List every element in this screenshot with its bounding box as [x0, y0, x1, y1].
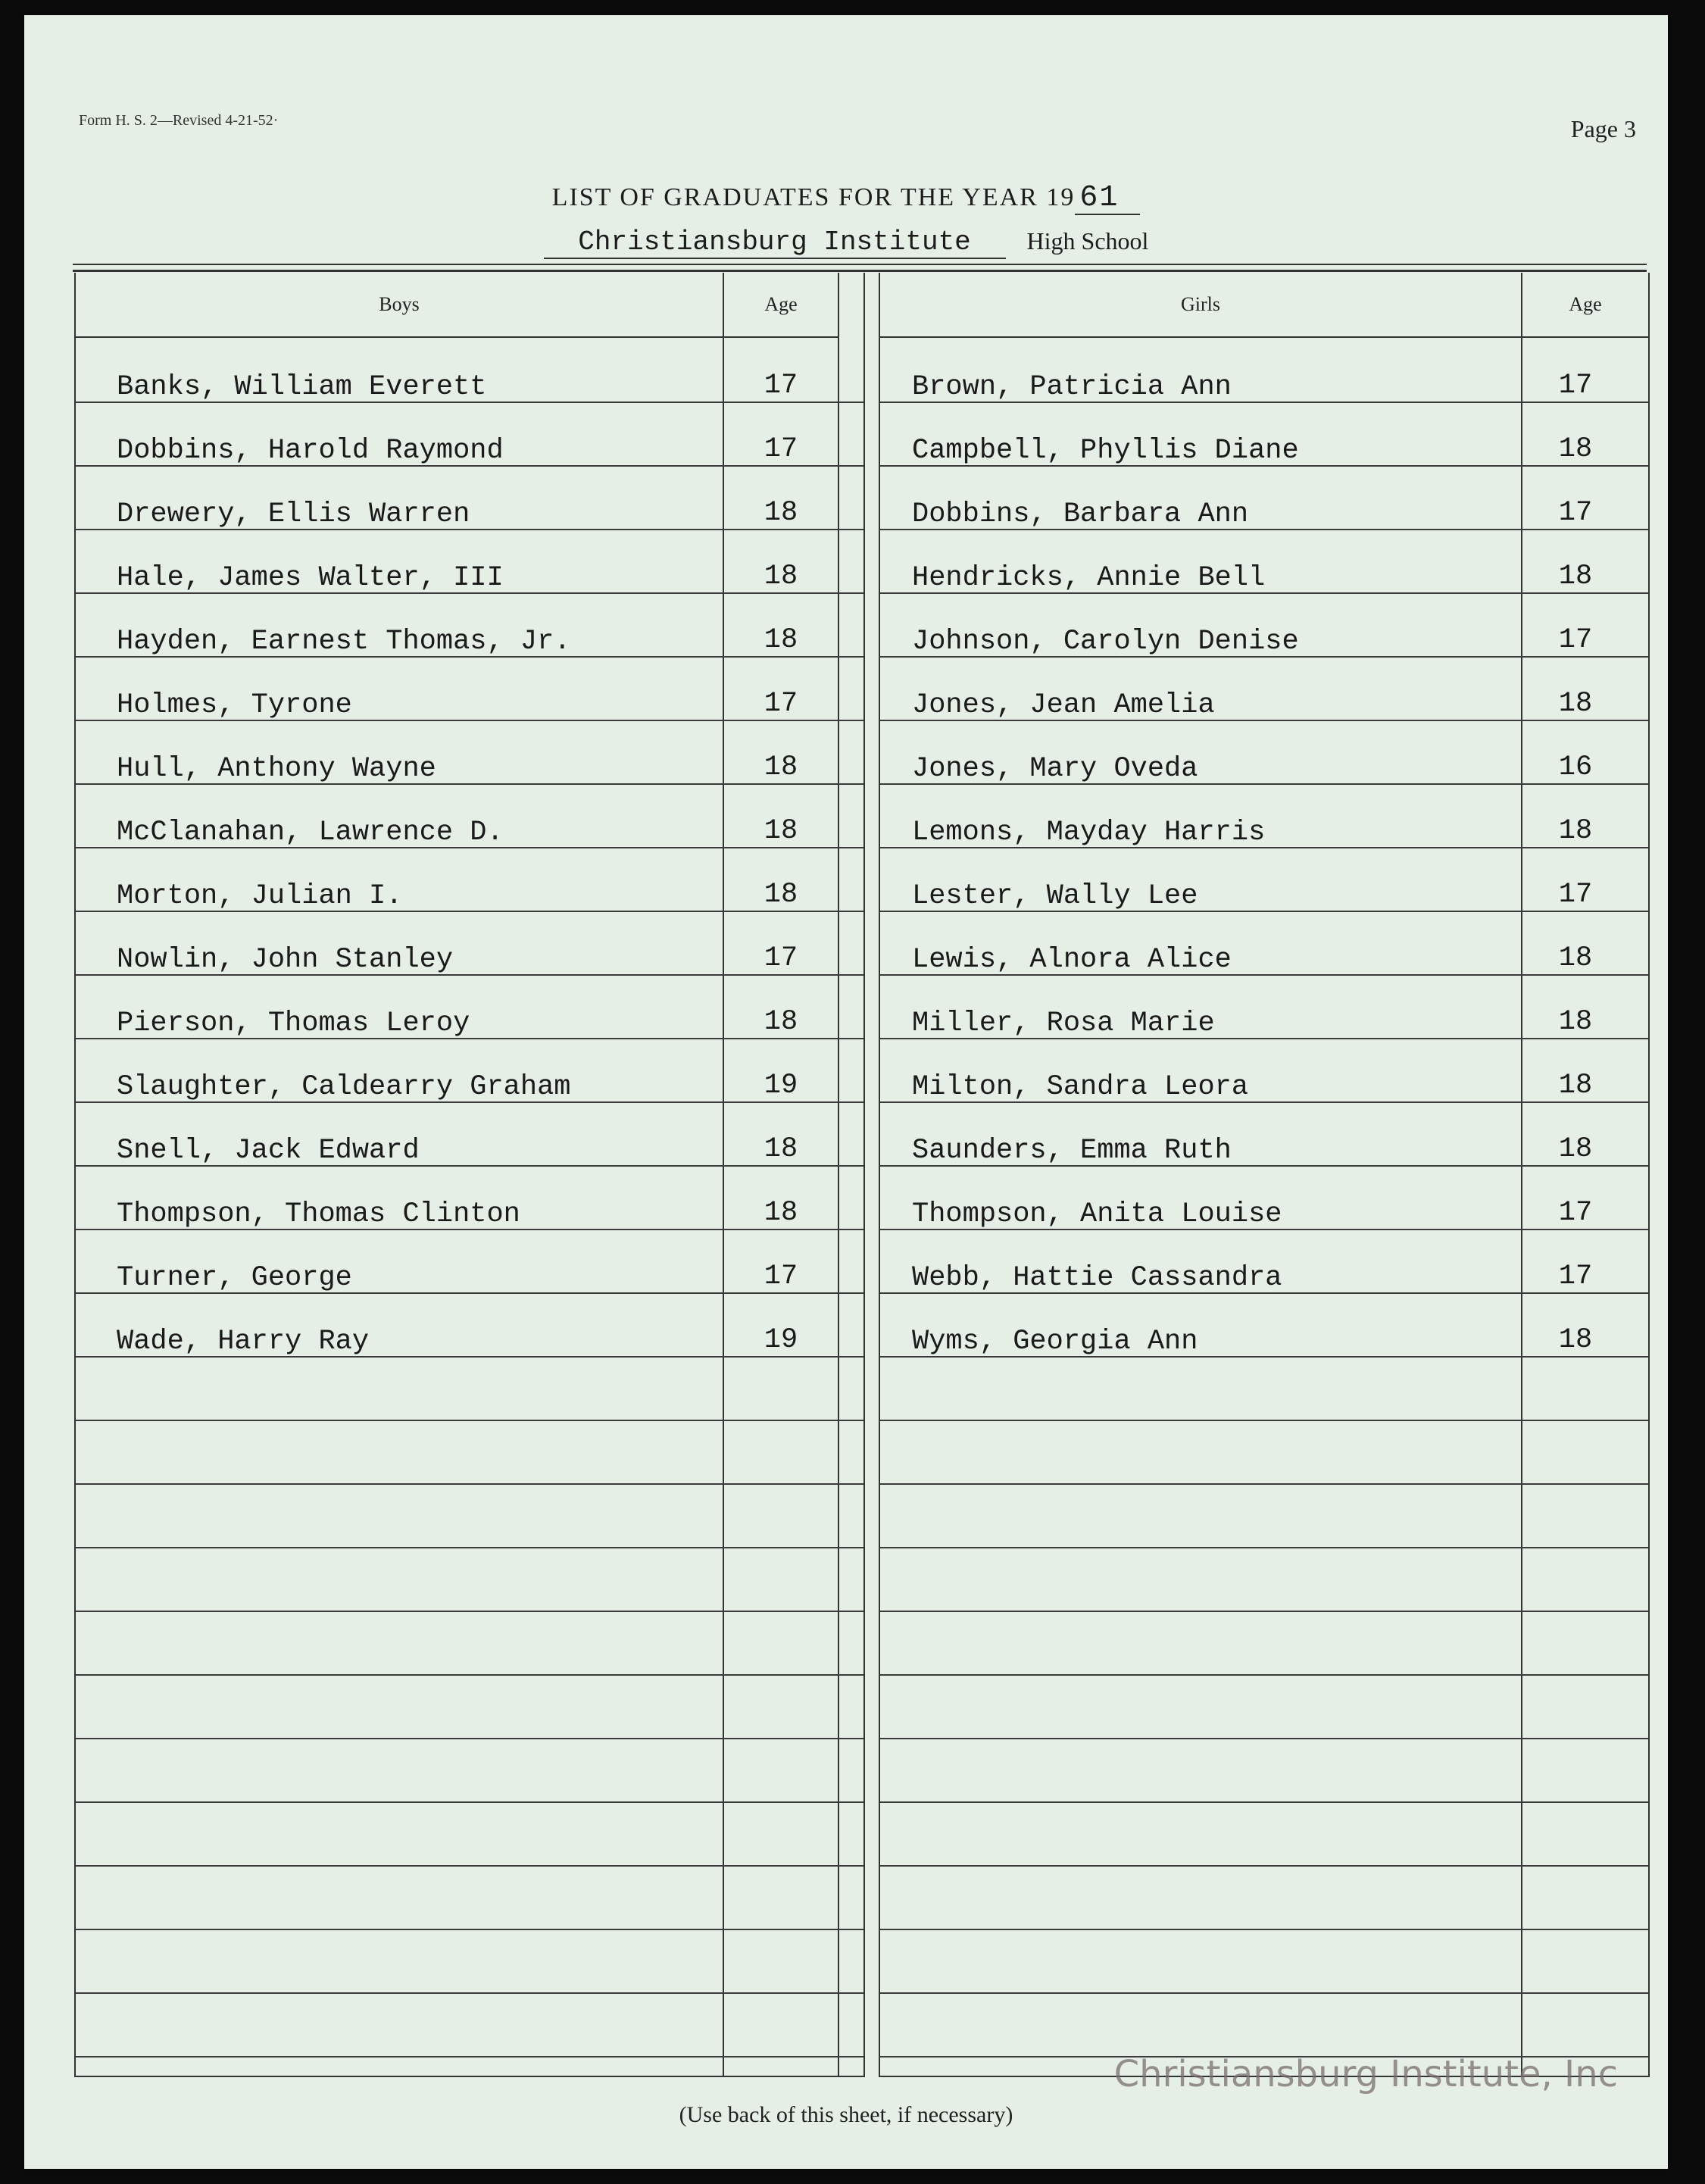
form-id: Form H. S. 2—Revised 4-21-52· [79, 112, 279, 129]
boys-name: Dobbins, Harold Raymond [117, 435, 504, 467]
boys-name: McClanahan, Lawrence D. [117, 817, 504, 848]
boys-age: 18 [764, 1006, 798, 1038]
boys-name: Snell, Jack Edward [117, 1135, 420, 1167]
girls-age: 17 [1558, 497, 1593, 529]
table-row [880, 911, 1648, 976]
girls-age: 17 [1558, 624, 1593, 656]
girls-name: Johnson, Carolyn Denise [912, 626, 1299, 658]
boys-age: 18 [764, 751, 798, 783]
girls-name: Miller, Rosa Marie [912, 1008, 1215, 1039]
form-sheet [24, 15, 1668, 2169]
girls-age: 18 [1558, 1324, 1593, 1356]
girls-age: 18 [1558, 688, 1593, 720]
table-row [76, 592, 863, 658]
boys-name: Thompson, Thomas Clinton [117, 1198, 520, 1230]
table-row [76, 1738, 863, 1803]
girls-column-header: Girls [880, 273, 1521, 338]
boys-age: 19 [764, 1324, 798, 1356]
girls-name: Webb, Hattie Cassandra [912, 1262, 1282, 1294]
table-row [880, 1738, 1648, 1803]
table-row [880, 1992, 1648, 2057]
girls-name: Wyms, Georgia Ann [912, 1326, 1198, 1358]
table-row [76, 1801, 863, 1867]
table-row [76, 529, 863, 594]
table-row [880, 1929, 1648, 1994]
girls-age: 18 [1558, 561, 1593, 592]
girls-age: 18 [1558, 1133, 1593, 1165]
table-row [76, 1929, 863, 1994]
table-row [880, 1611, 1648, 1676]
boys-age: 18 [764, 815, 798, 847]
girls-age: 18 [1558, 1006, 1593, 1038]
girls-name: Milton, Sandra Leora [912, 1071, 1249, 1103]
table-row [76, 1229, 863, 1294]
table-row [76, 1547, 863, 1612]
year-field: 61 [1075, 183, 1140, 215]
table-row [76, 465, 863, 530]
table-row [76, 1292, 863, 1358]
boys-age: 17 [764, 370, 798, 401]
boys-age: 18 [764, 561, 798, 592]
table-row [880, 338, 1648, 403]
table-row [76, 974, 863, 1039]
table-row [880, 847, 1648, 912]
table-row [76, 1420, 863, 1485]
girls-age: 17 [1558, 1261, 1593, 1292]
boys-age: 18 [764, 1133, 798, 1165]
table-row [880, 656, 1648, 721]
table-row [880, 1801, 1648, 1867]
table-row [880, 1420, 1648, 1485]
table-row [76, 847, 863, 912]
boys-age: 18 [764, 624, 798, 656]
girls-name: Hendricks, Annie Bell [912, 562, 1266, 594]
boys-name: Turner, George [117, 1262, 352, 1294]
boys-name: Hull, Anthony Wayne [117, 753, 436, 785]
boys-name: Holmes, Tyrone [117, 689, 352, 721]
girls-name: Lester, Wally Lee [912, 880, 1198, 912]
school-line [24, 227, 1668, 259]
girls-age: 17 [1558, 1197, 1593, 1229]
table-row [76, 1674, 863, 1739]
girls-name: Saunders, Emma Ruth [912, 1135, 1232, 1167]
table-row [880, 1865, 1648, 1930]
table-row [880, 974, 1648, 1039]
boys-age-column-header: Age [724, 273, 838, 338]
school-name-field: Christiansburg Institute [544, 227, 1006, 259]
table-row [880, 1165, 1648, 1230]
boys-name: Slaughter, Caldearry Graham [117, 1071, 571, 1103]
girls-table [879, 273, 1650, 2077]
boys-age: 18 [764, 497, 798, 529]
girls-age: 18 [1558, 1070, 1593, 1101]
table-row [880, 783, 1648, 848]
girls-name: Thompson, Anita Louise [912, 1198, 1282, 1230]
table-row [76, 783, 863, 848]
table-row [880, 1038, 1648, 1103]
table-row [76, 401, 863, 467]
table-row [880, 1483, 1648, 1548]
boys-name: Hayden, Earnest Thomas, Jr. [117, 626, 571, 658]
table-row [76, 1992, 863, 2057]
boys-age: 18 [764, 1197, 798, 1229]
girls-age: 17 [1558, 879, 1593, 911]
school-suffix: High School [1026, 227, 1149, 255]
boys-name: Morton, Julian I. [117, 880, 403, 912]
girls-age: 17 [1558, 370, 1593, 401]
page-number: Page 3 [1570, 115, 1636, 142]
table-row [880, 1674, 1648, 1739]
table-row [76, 911, 863, 976]
table-row [76, 338, 863, 403]
girls-age: 18 [1558, 942, 1593, 974]
girls-name: Lewis, Alnora Alice [912, 944, 1232, 976]
footer-note: (Use back of this sheet, if necessary) [679, 2102, 1013, 2127]
title-prefix: LIST OF GRADUATES FOR THE YEAR 19 [551, 183, 1076, 211]
boys-age: 17 [764, 1261, 798, 1292]
table-row [880, 1101, 1648, 1167]
boys-name: Wade, Harry Ray [117, 1326, 370, 1358]
boys-age: 17 [764, 433, 798, 465]
table-row [76, 1101, 863, 1167]
boys-column-header: Boys [76, 273, 723, 338]
table-row [76, 1356, 863, 1421]
table-row [880, 529, 1648, 594]
table-row [880, 465, 1648, 530]
boys-name: Banks, William Everett [117, 371, 487, 403]
girls-name: Jones, Jean Amelia [912, 689, 1215, 721]
boys-age: 18 [764, 879, 798, 911]
girls-age: 18 [1558, 433, 1593, 465]
table-row [880, 1356, 1648, 1421]
table-row [76, 1611, 863, 1676]
girls-name: Jones, Mary Oveda [912, 753, 1198, 785]
header-rule-double [73, 270, 1647, 272]
girls-age: 16 [1558, 751, 1593, 783]
watermark: Christiansburg Institute, Inc [1113, 2053, 1618, 2095]
girls-age-column-header: Age [1522, 273, 1648, 338]
girls-name: Brown, Patricia Ann [912, 371, 1232, 403]
boys-name: Hale, James Walter, III [117, 562, 504, 594]
table-row [880, 1292, 1648, 1358]
header-rule [73, 264, 1647, 265]
boys-age: 17 [764, 942, 798, 974]
page-title [24, 183, 1668, 215]
table-row [76, 720, 863, 785]
girls-name: Campbell, Phyllis Diane [912, 435, 1299, 467]
girls-age: 18 [1558, 815, 1593, 847]
table-row [76, 1483, 863, 1548]
table-row [76, 1165, 863, 1230]
table-row [76, 1865, 863, 1930]
boys-table [74, 273, 865, 2077]
table-row [880, 401, 1648, 467]
table-row [880, 1547, 1648, 1612]
boys-age: 17 [764, 688, 798, 720]
boys-name: Nowlin, John Stanley [117, 944, 454, 976]
table-row [880, 720, 1648, 785]
boys-age: 19 [764, 1070, 798, 1101]
girls-name: Lemons, Mayday Harris [912, 817, 1266, 848]
boys-name: Drewery, Ellis Warren [117, 498, 470, 530]
table-row [76, 656, 863, 721]
table-row [880, 592, 1648, 658]
boys-name: Pierson, Thomas Leroy [117, 1008, 470, 1039]
table-row [880, 1229, 1648, 1294]
table-row [76, 1038, 863, 1103]
girls-name: Dobbins, Barbara Ann [912, 498, 1249, 530]
